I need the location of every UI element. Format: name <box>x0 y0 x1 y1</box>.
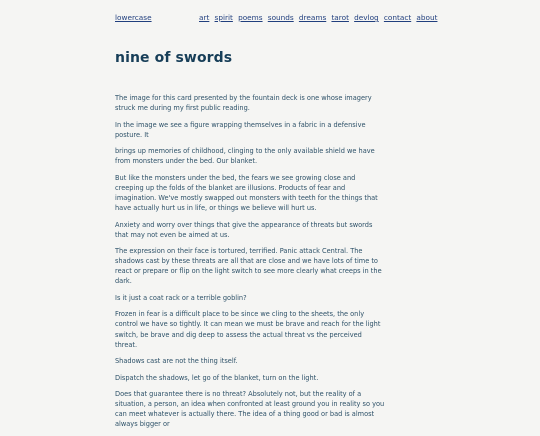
nav-link-tarot[interactable]: tarot <box>331 13 349 22</box>
nav-link-dreams[interactable]: dreams <box>298 13 327 22</box>
nav-link-poems[interactable]: poems <box>238 13 263 22</box>
article-paragraph: Dispatch the shadows, let go of the blanket, turn on the light. <box>115 373 319 382</box>
article-paragraph: In the image we see a figure wrapping themselves in a fabric in a defensive posture. It <box>115 120 366 139</box>
nav-link-sounds[interactable]: sounds <box>267 13 294 22</box>
article-body <box>115 93 385 436</box>
article-paragraph: The image for this card presented by the fountain deck is one whose imagery struck me during my first public reading. <box>115 94 372 113</box>
article-paragraph: Anxiety and worry over things that give the appearance of threats but swords that may not even be aimed at us. <box>115 220 373 239</box>
top-navigation <box>115 13 438 25</box>
nav-link-art[interactable]: art <box>199 13 210 22</box>
article-paragraph: Shadows cast are not the thing itself. <box>115 357 238 366</box>
site-home-link[interactable]: lowercase <box>115 13 152 22</box>
page-title: nine of swords <box>115 50 233 66</box>
article-paragraph: The expression on their face is tortured, terrified. Panic attack Central. The shadows cast by these threats are all that are close and we have lots of time to react or prepare or flip on the light switch to see more clearly what creeps in the dark. <box>115 247 382 286</box>
nav-link-devlog[interactable]: devlog <box>354 13 379 22</box>
nav-link-about[interactable]: about <box>416 13 438 22</box>
article-paragraph: Is it just a coat rack or a terrible goblin? <box>115 293 247 302</box>
article-paragraph: brings up memories of childhood, clinging to the only available shield we have from monsters under the bed. Our blanket. <box>115 147 375 166</box>
article-paragraph: But like the monsters under the bed, the fears we see growing close and creeping up the folds of the blanket are illusions. Products of fear and imagination. We've mostly swapped out monsters with teeth for the things that have actually hurt us in life, or things we believe will hurt us. <box>115 173 378 213</box>
nav-link-contact[interactable]: contact <box>383 13 412 22</box>
article-paragraph: Frozen in fear is a difficult place to be since we cling to the sheets, the only control we have so tightly. It can mean we must be brave and reach for the light switch, be brave and dig deep to assess the actual threat vs the perceived threat. <box>115 310 381 349</box>
nav-link-spirit[interactable]: spirit <box>214 13 233 22</box>
nav-links <box>199 13 437 23</box>
article-paragraph: Does that guarantee there is no threat? Absolutely not, but the reality of a situation, a person, an idea when confronted at least ground you in reality so you can meet whatever is actually there. The idea of a thing good or bad is almost always bigger or <box>115 390 385 429</box>
